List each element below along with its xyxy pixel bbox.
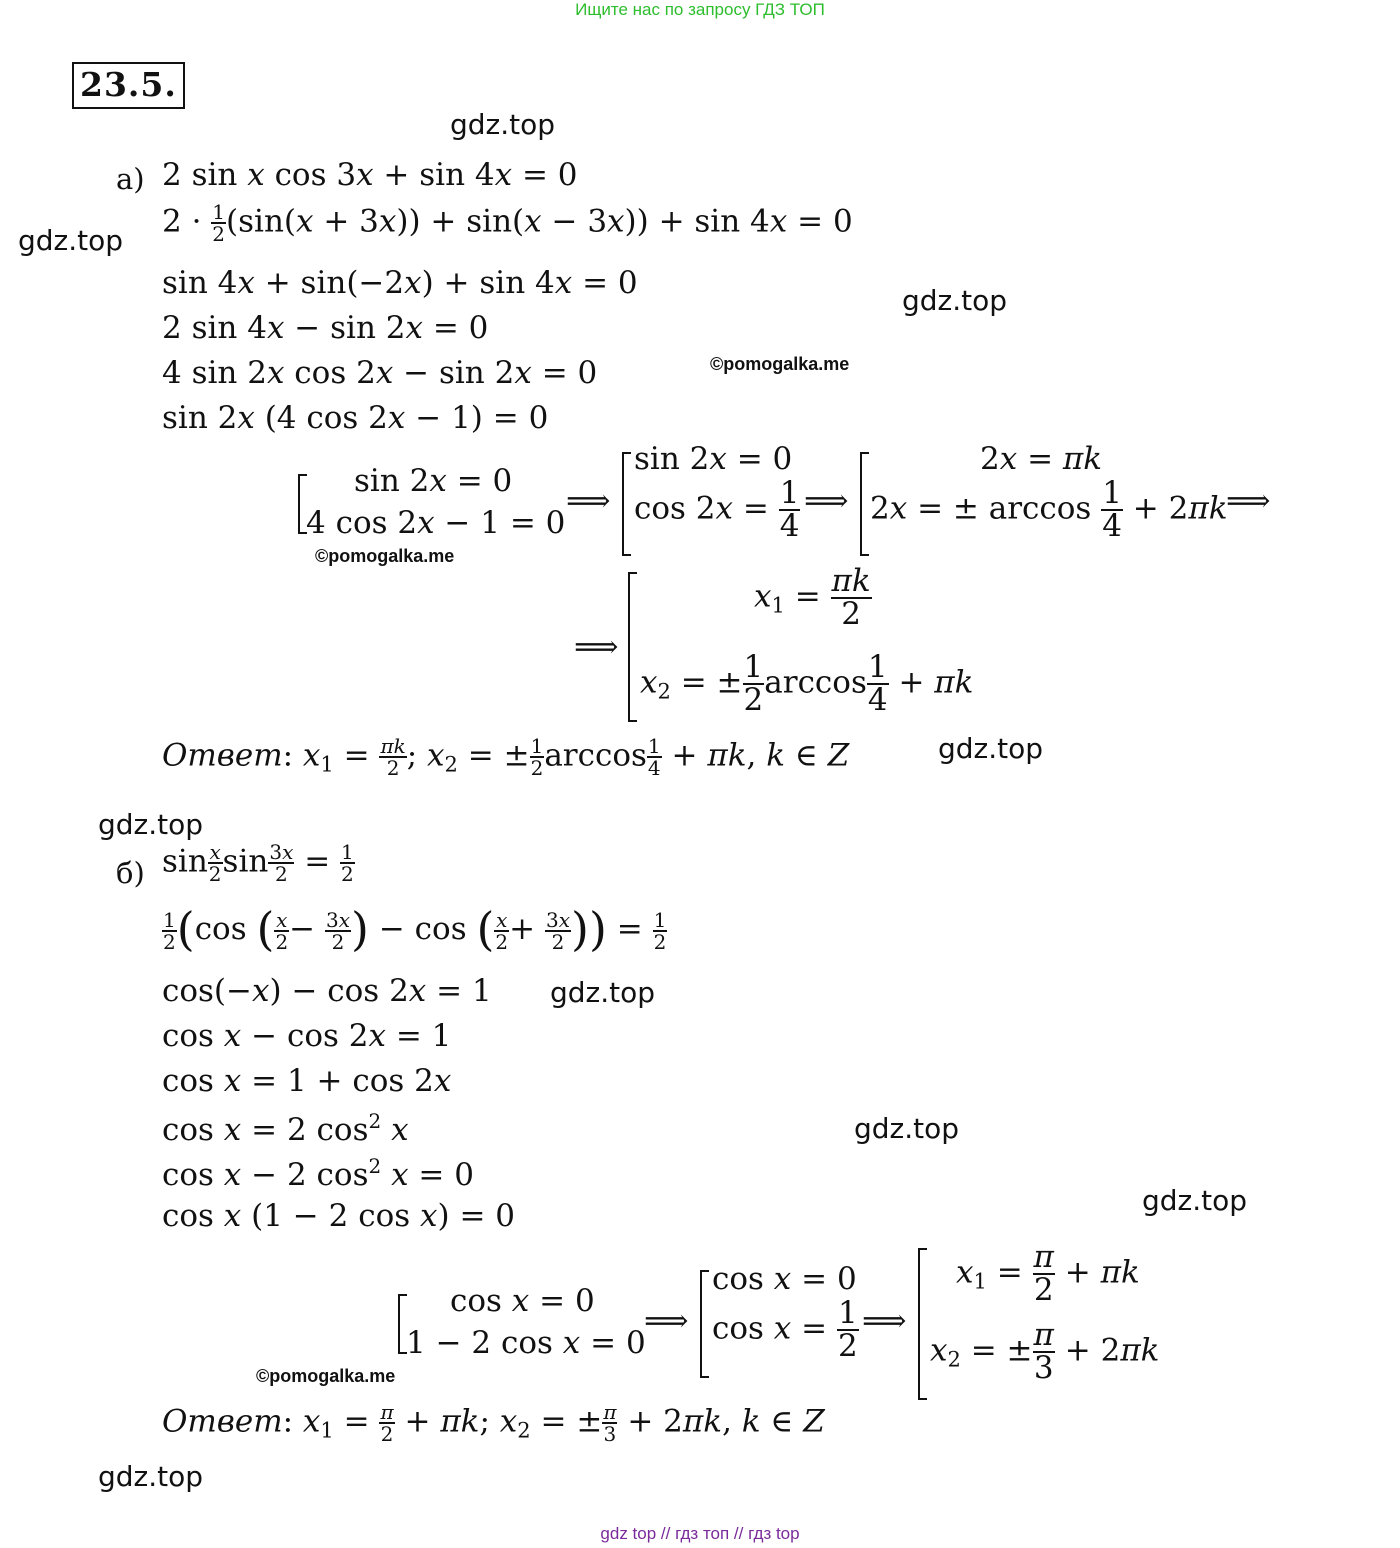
implies-arrow: ⟹ bbox=[644, 1303, 689, 1339]
part-a-label: а) bbox=[116, 162, 145, 196]
system-b3-row2: $x_2$ = ± $\frac{\pi}{3}$ + 2πk bbox=[930, 1317, 1160, 1386]
watermark: gdz.top bbox=[18, 224, 124, 257]
system-b2-row2: cos x = $\frac{1}{2}$ bbox=[712, 1295, 858, 1364]
system-bracket bbox=[918, 1248, 927, 1400]
system-a2-row1: sin 2x = 0 bbox=[634, 441, 793, 477]
watermark: gdz.top bbox=[450, 108, 556, 141]
equation-b-5: cos x = 1 + cos 2x bbox=[162, 1063, 452, 1099]
watermark: gdz.top bbox=[854, 1112, 960, 1145]
system-b1-row1: cos x = 0 bbox=[450, 1283, 595, 1319]
system-b1-row2: 1 − 2 cos x = 0 bbox=[406, 1325, 646, 1361]
implies-arrow: ⟹ bbox=[1226, 483, 1271, 519]
implies-arrow: ⟹ bbox=[804, 483, 849, 519]
system-bracket bbox=[700, 1270, 709, 1378]
watermark: gdz.top bbox=[550, 976, 656, 1009]
watermark: gdz.top bbox=[1142, 1184, 1248, 1217]
system-a4-row1: $x_1$ = $\frac{\pi k}{2}$ bbox=[754, 563, 871, 632]
system-bracket bbox=[622, 452, 631, 556]
watermark: gdz.top bbox=[902, 284, 1008, 317]
equation-b-8: cos x (1 − 2 cos x) = 0 bbox=[162, 1198, 515, 1234]
part-b-label: б) bbox=[116, 856, 145, 890]
answer-a: Ответ: $x_1$ = $\frac{\pi k}{2}$ ; $x_2$ = ± $\frac{1}{2}$ arccos $\frac{1}{4}$ + πk, k ∈ Z bbox=[162, 734, 850, 780]
equation-a-2: 2 · $\frac{1}{2}$ (sin(x + 3x)) + sin(x − 3x)) + sin 4x = 0 bbox=[162, 200, 853, 246]
equation-b-4: cos x − cos 2x = 1 bbox=[162, 1018, 452, 1054]
equation-a-1: 2 sin x cos 3x + sin 4x = 0 bbox=[162, 157, 578, 193]
implies-arrow: ⟹ bbox=[862, 1303, 907, 1339]
equation-a-5: 4 sin 2x cos 2x − sin 2x = 0 bbox=[162, 355, 598, 391]
answer-label: Ответ bbox=[162, 1403, 283, 1440]
equation-b-2: $\frac{1}{2}$ (cos ( $\frac{x}{2}$ − $\frac{3x}{2}$ ) − cos ( $\frac{x}{2}$ + $\frac{3x}{2}$ )) = $\frac{1}{2}$ bbox=[163, 902, 667, 956]
copyright-mark: ©pomogalka.me bbox=[710, 354, 850, 374]
equation-a-3: sin 4x + sin(−2x) + sin 4x = 0 bbox=[162, 265, 638, 301]
equation-b-3: cos(−x) − cos 2x = 1 bbox=[162, 973, 492, 1009]
footer-links[interactable]: gdz top // гдз топ // гдз top bbox=[600, 1524, 800, 1543]
system-a2-row2: cos 2x = $\frac{1}{4}$ bbox=[634, 475, 800, 544]
copyright-mark: ©pomogalka.me bbox=[256, 1366, 396, 1386]
answer-b: Ответ: $x_1$ = $\frac{\pi}{2}$ + πk; $x_2$ = ± $\frac{\pi}{3}$ + 2πk, k ∈ Z bbox=[162, 1400, 825, 1446]
watermark: gdz.top bbox=[98, 808, 204, 841]
equation-a-4: 2 sin 4x − sin 2x = 0 bbox=[162, 310, 489, 346]
implies-arrow: ⟹ bbox=[566, 483, 611, 519]
system-b2-row1: cos x = 0 bbox=[712, 1261, 857, 1297]
system-a4-row2: $x_2$ = ± $\frac{1}{2}$ arccos $\frac{1}{4}$ + πk bbox=[640, 649, 974, 718]
equation-b-7: cos x − 2 $\cos^2 x = 0$ bbox=[162, 1154, 474, 1193]
watermark: gdz.top bbox=[938, 732, 1044, 765]
copyright-mark: ©pomogalka.me bbox=[315, 546, 455, 566]
implies-arrow: ⟹ bbox=[574, 629, 619, 665]
system-bracket bbox=[860, 452, 869, 556]
watermark: gdz.top bbox=[98, 1460, 204, 1493]
system-a3-row2: 2x = ± arccos $\frac{1}{4}$ + 2πk bbox=[870, 475, 1228, 544]
system-a1-row1: sin 2x = 0 bbox=[354, 463, 513, 499]
system-a1-row2: 4 cos 2x − 1 = 0 bbox=[306, 505, 566, 541]
system-b3-row1: $x_1$ = $\frac{\pi}{2}$ + πk bbox=[956, 1239, 1140, 1308]
equation-a-6: sin 2x (4 cos 2x − 1) = 0 bbox=[162, 400, 549, 436]
equation-b-1: sin $\frac{x}{2}$ sin $\frac{3x}{2}$ = $\frac{1}{2}$ bbox=[162, 840, 354, 886]
top-banner: Ищите нас по запросу ГДЗ ТОП bbox=[575, 0, 825, 19]
problem-number: 23.5. bbox=[72, 62, 185, 109]
answer-label: Ответ bbox=[162, 737, 283, 774]
system-a3-row1: 2x = πk bbox=[980, 441, 1103, 477]
equation-b-6: cos x = 2 $\cos^2 x$ bbox=[162, 1109, 409, 1148]
system-bracket bbox=[628, 572, 637, 722]
